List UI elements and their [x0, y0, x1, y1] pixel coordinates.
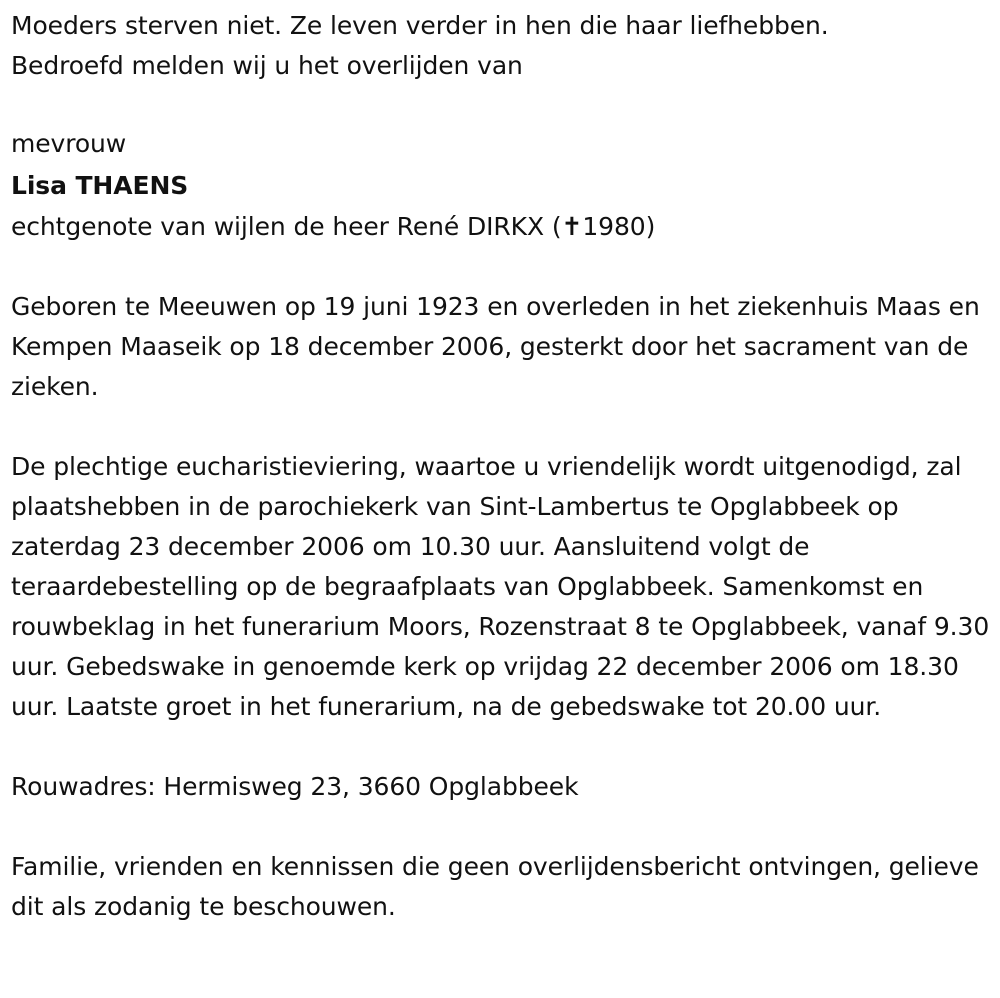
spacer [11, 407, 996, 447]
spacer [11, 86, 996, 124]
spouse-suffix: ) [645, 212, 656, 241]
ceremony-paragraph: De plechtige eucharistieviering, waartoe u vriendelijk wordt uitgenodigd, zal plaatshebben in de parochiekerk van Sint-Lambertus te Opglabbeek op zaterdag 23 december 2006 om 10.30 uur. Aansluitend volgt de teraardebestelling op de begraafplaats van Opglabbeek. Samenkomst en rouwbeklag in het funerarium Moors, Rozenstraat 8 te Opglabbeek, vanaf 9.30 uur. Gebedswake in genoemde kerk op vrijdag 22 december 2006 om 18.30 uur. Laatste groet in het funerarium, na de gebedswake tot 20.00 uur. [11, 452, 990, 721]
spouse-death-year: 1980 [582, 212, 646, 241]
closing-paragraph: Familie, vrienden en kennissen die geen overlijdensbericht ontvingen, gelieve dit als zodanig te beschouwen. [11, 852, 979, 921]
spacer [11, 727, 996, 767]
deceased-title: mevrouw [11, 129, 127, 158]
intro-line-1: Moeders sterven niet. Ze leven verder in hen die haar liefhebben. [11, 11, 829, 40]
cross-icon: ✝ [561, 212, 583, 241]
birth-death-paragraph: Geboren te Meeuwen op 19 juni 1923 en overleden in het ziekenhuis Maas en Kempen Maaseik op 18 december 2006, gesterkt door het sacrament van de zieken. [11, 292, 980, 401]
spacer [11, 807, 996, 847]
mourning-address: Rouwadres: Hermisweg 23, 3660 Opglabbeek [11, 772, 579, 801]
intro-line-2: Bedroefd melden wij u het overlijden van [11, 51, 523, 80]
spouse-line [11, 207, 996, 247]
spacer [11, 247, 996, 287]
spouse-text: echtgenote van wijlen de heer René DIRKX ( [11, 212, 562, 241]
deceased-name: Lisa THAENS [11, 171, 189, 200]
obituary-notice [11, 6, 996, 927]
